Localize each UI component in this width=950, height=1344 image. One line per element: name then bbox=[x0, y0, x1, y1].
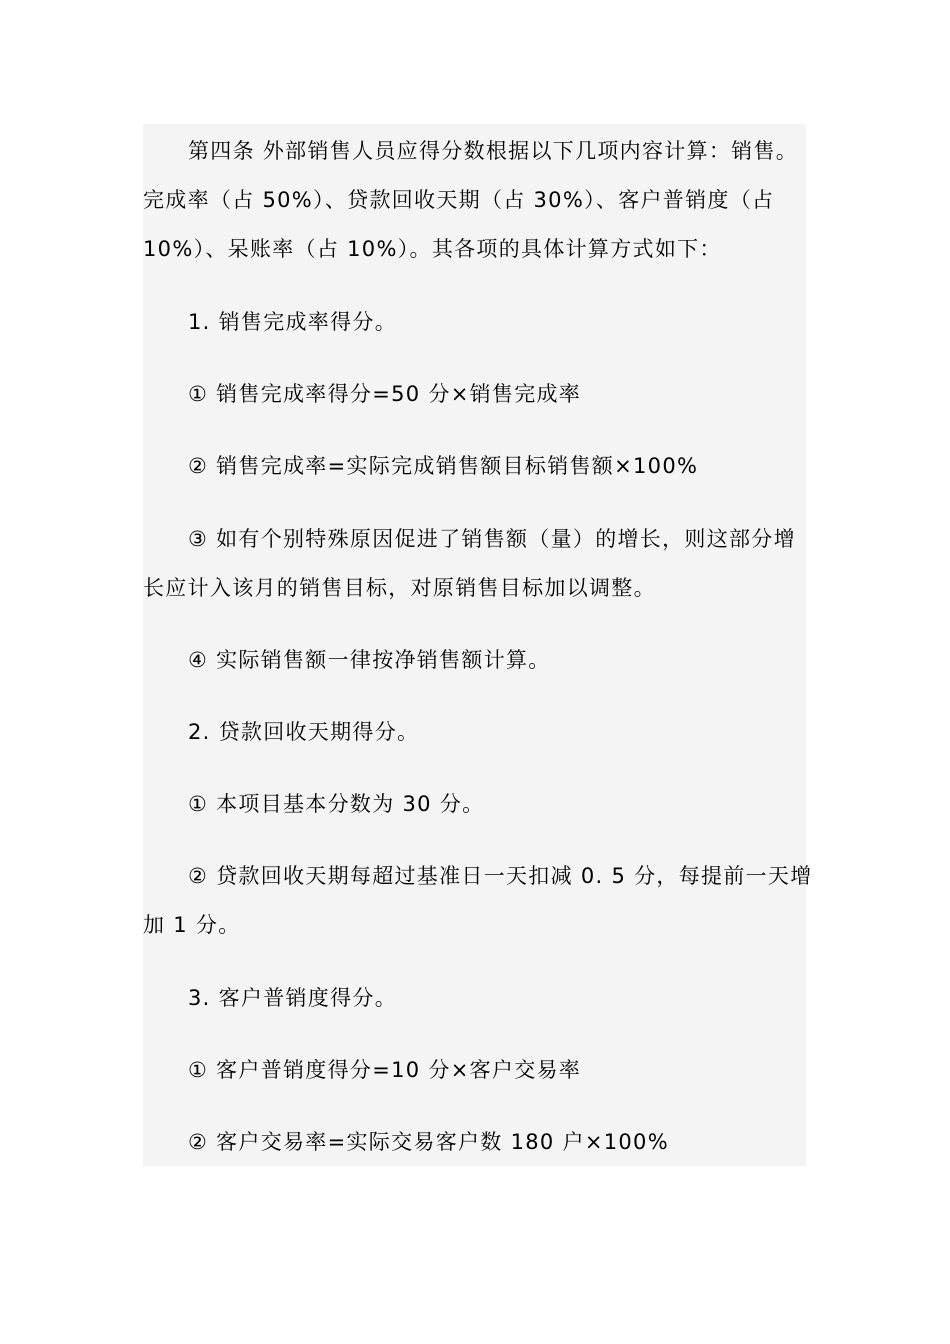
text-line: 第四条 外部销售人员应得分数根据以下几项内容计算：销售。 bbox=[188, 139, 799, 163]
list-item bbox=[143, 370, 806, 419]
list-item bbox=[143, 636, 806, 685]
text-line: ① 销售完成率得分=50 分×销售完成率 bbox=[188, 382, 582, 406]
list-item bbox=[143, 780, 806, 829]
section-heading-customer-coverage bbox=[143, 974, 806, 1023]
section-heading-payment-collection bbox=[143, 708, 806, 757]
text-line: 2. 贷款回收天期得分。 bbox=[188, 720, 420, 744]
paragraph-article-four bbox=[143, 127, 806, 274]
text-line: ② 客户交易率=实际交易客户数 180 户×100% bbox=[188, 1130, 669, 1154]
section-heading-sales-completion bbox=[143, 298, 806, 347]
text-line: ① 客户普销度得分=10 分×客户交易率 bbox=[188, 1058, 582, 1082]
text-line: ③ 如有个别特殊原因促进了销售额（量）的增长，则这部分增 bbox=[188, 527, 796, 551]
text-line: 10%）、呆账率（占 10%）。其各项的具体计算方式如下： bbox=[143, 237, 722, 261]
text-line: 加 1 分。 bbox=[143, 913, 241, 937]
list-item bbox=[143, 1046, 806, 1095]
list-item bbox=[143, 852, 813, 950]
text-line: ① 本项目基本分数为 30 分。 bbox=[188, 792, 485, 816]
text-line: 完成率（占 50%）、贷款回收天期（占 30%）、客户普销度（占 bbox=[143, 188, 775, 212]
text-line: ② 贷款回收天期每超过基准日一天扣减 0. 5 分，每提前一天增 bbox=[188, 864, 813, 888]
list-item bbox=[143, 442, 806, 491]
list-item bbox=[143, 1118, 806, 1167]
list-item bbox=[143, 515, 806, 613]
text-line: ④ 实际销售额一律按净销售额计算。 bbox=[188, 648, 551, 672]
text-line: ② 销售完成率=实际完成销售额目标销售额×100% bbox=[188, 454, 699, 478]
text-line: 长应计入该月的销售目标，对原销售目标加以调整。 bbox=[143, 576, 656, 600]
document-page bbox=[143, 124, 813, 1166]
text-line: 3. 客户普销度得分。 bbox=[188, 986, 398, 1010]
text-line: 1. 销售完成率得分。 bbox=[188, 310, 398, 334]
